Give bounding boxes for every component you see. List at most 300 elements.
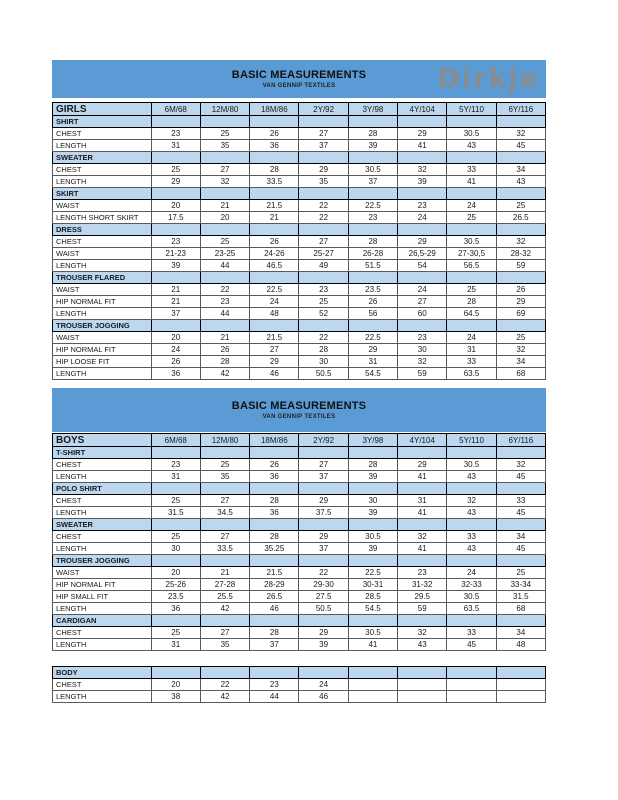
table-row	[53, 507, 546, 519]
value-cell: 43	[447, 507, 496, 519]
row-label-cell: CHEST	[53, 164, 152, 176]
value-cell: 22	[200, 284, 249, 296]
value-cell: 27-28	[200, 579, 249, 591]
section-header-row	[53, 667, 546, 679]
value-cell	[496, 691, 545, 703]
value-cell: 31-32	[398, 579, 447, 591]
value-cell: 30	[348, 495, 397, 507]
size-header-cell: 2Y/92	[299, 434, 348, 447]
size-header-cell: 5Y/110	[447, 434, 496, 447]
value-cell: 30.5	[348, 164, 397, 176]
value-cell: 42	[200, 368, 249, 380]
section-empty-cell	[200, 116, 249, 128]
value-cell: 41	[398, 507, 447, 519]
value-cell: 60	[398, 308, 447, 320]
section-empty-cell	[447, 667, 496, 679]
size-header-cell: 3Y/98	[348, 434, 397, 447]
value-cell: 26	[250, 459, 299, 471]
row-label-cell: LENGTH	[53, 471, 152, 483]
section-header-row	[53, 519, 546, 531]
table-row	[53, 248, 546, 260]
value-cell: 45	[496, 140, 545, 152]
value-cell: 23-25	[200, 248, 249, 260]
table-title-cell: BOYS	[53, 434, 152, 447]
value-cell: 29-30	[299, 579, 348, 591]
section-empty-cell	[200, 555, 249, 567]
value-cell: 21	[151, 296, 200, 308]
section-empty-cell	[200, 519, 249, 531]
section-empty-cell	[348, 320, 397, 332]
section-empty-cell	[398, 272, 447, 284]
section-empty-cell	[348, 116, 397, 128]
section-empty-cell	[496, 224, 545, 236]
section-header-row	[53, 447, 546, 459]
value-cell: 24	[299, 679, 348, 691]
table-row	[53, 356, 546, 368]
section-empty-cell	[348, 272, 397, 284]
value-cell: 32	[200, 176, 249, 188]
value-cell: 21	[200, 567, 249, 579]
value-cell: 22	[299, 332, 348, 344]
value-cell: 21.5	[250, 567, 299, 579]
row-label-cell: HIP SMALL FIT	[53, 591, 152, 603]
band-title: BASIC MEASUREMENTS	[231, 400, 367, 413]
section-header-cell: CARDIGAN	[53, 615, 152, 627]
value-cell: 27.5	[299, 591, 348, 603]
value-cell: 36	[151, 368, 200, 380]
value-cell: 28-32	[496, 248, 545, 260]
value-cell: 28	[250, 164, 299, 176]
value-cell: 46	[250, 368, 299, 380]
section-empty-cell	[348, 483, 397, 495]
size-header-cell: 6M/68	[151, 103, 200, 116]
section-empty-cell	[496, 447, 545, 459]
measurement-sheet	[52, 60, 546, 703]
row-label-cell: WAIST	[53, 567, 152, 579]
section-header-row	[53, 116, 546, 128]
section-empty-cell	[299, 615, 348, 627]
value-cell: 25	[151, 164, 200, 176]
section-empty-cell	[398, 615, 447, 627]
value-cell: 50.5	[299, 368, 348, 380]
value-cell	[348, 691, 397, 703]
value-cell: 22	[299, 200, 348, 212]
section-empty-cell	[348, 667, 397, 679]
value-cell: 21-23	[151, 248, 200, 260]
value-cell: 21.5	[250, 200, 299, 212]
value-cell: 39	[348, 471, 397, 483]
section-empty-cell	[250, 615, 299, 627]
value-cell: 28	[250, 495, 299, 507]
value-cell: 56	[348, 308, 397, 320]
value-cell: 21	[200, 332, 249, 344]
section-empty-cell	[398, 152, 447, 164]
value-cell: 36	[250, 471, 299, 483]
value-cell: 43	[398, 639, 447, 651]
value-cell: 31.5	[151, 507, 200, 519]
table-row	[53, 308, 546, 320]
value-cell: 30-31	[348, 579, 397, 591]
section-empty-cell	[447, 519, 496, 531]
section-empty-cell	[398, 224, 447, 236]
section-empty-cell	[151, 555, 200, 567]
value-cell: 38	[151, 691, 200, 703]
value-cell: 46.5	[250, 260, 299, 272]
table-title-cell: GIRLS	[53, 103, 152, 116]
value-cell: 23.5	[151, 591, 200, 603]
value-cell: 41	[398, 471, 447, 483]
value-cell: 43	[447, 543, 496, 555]
size-header-cell: 4Y/104	[398, 434, 447, 447]
value-cell: 24	[151, 344, 200, 356]
section-empty-cell	[151, 188, 200, 200]
value-cell	[496, 679, 545, 691]
value-cell: 20	[151, 567, 200, 579]
size-header-cell: 12M/80	[200, 434, 249, 447]
value-cell: 46	[299, 691, 348, 703]
value-cell: 28-29	[250, 579, 299, 591]
value-cell: 39	[398, 176, 447, 188]
table-row	[53, 495, 546, 507]
value-cell: 27	[200, 627, 249, 639]
section-empty-cell	[348, 447, 397, 459]
section-empty-cell	[348, 188, 397, 200]
size-header-cell: 6Y/116	[496, 103, 545, 116]
row-label-cell: WAIST	[53, 248, 152, 260]
section-empty-cell	[398, 483, 447, 495]
section-empty-cell	[200, 188, 249, 200]
band-subtitle: VAN GENNIP TEXTILES	[262, 82, 336, 89]
value-cell: 30.5	[348, 627, 397, 639]
value-cell: 32	[496, 459, 545, 471]
table-row	[53, 591, 546, 603]
value-cell: 24	[447, 332, 496, 344]
value-cell: 48	[250, 308, 299, 320]
size-header-cell: 18M/86	[250, 434, 299, 447]
value-cell: 30.5	[447, 591, 496, 603]
section-empty-cell	[496, 555, 545, 567]
value-cell: 26	[250, 128, 299, 140]
section-empty-cell	[447, 555, 496, 567]
value-cell: 37	[299, 543, 348, 555]
value-cell: 43	[447, 140, 496, 152]
row-label-cell: LENGTH	[53, 691, 152, 703]
value-cell: 41	[398, 543, 447, 555]
section-empty-cell	[250, 320, 299, 332]
value-cell: 50.5	[299, 603, 348, 615]
section-empty-cell	[398, 667, 447, 679]
value-cell: 59	[496, 260, 545, 272]
value-cell: 25	[447, 284, 496, 296]
value-cell: 23	[151, 459, 200, 471]
value-cell: 25.5	[200, 591, 249, 603]
table-row	[53, 543, 546, 555]
value-cell: 43	[447, 471, 496, 483]
row-label-cell: LENGTH	[53, 543, 152, 555]
row-label-cell: CHEST	[53, 627, 152, 639]
girls-measurements-table	[52, 102, 546, 380]
size-header-cell: 5Y/110	[447, 103, 496, 116]
value-cell	[447, 691, 496, 703]
section-empty-cell	[398, 519, 447, 531]
value-cell: 31	[151, 639, 200, 651]
value-cell: 28	[200, 356, 249, 368]
size-header-cell: 4Y/104	[398, 103, 447, 116]
value-cell: 39	[348, 140, 397, 152]
section-empty-cell	[398, 555, 447, 567]
boys-table-block	[52, 388, 546, 651]
value-cell: 33	[447, 627, 496, 639]
value-cell: 25	[200, 236, 249, 248]
table-row	[53, 140, 546, 152]
table-row	[53, 459, 546, 471]
value-cell: 28	[348, 128, 397, 140]
value-cell: 42	[200, 691, 249, 703]
value-cell: 25	[200, 128, 249, 140]
value-cell: 21	[200, 200, 249, 212]
section-empty-cell	[447, 272, 496, 284]
value-cell: 25-26	[151, 579, 200, 591]
value-cell: 45	[496, 543, 545, 555]
section-empty-cell	[348, 519, 397, 531]
value-cell: 34	[496, 164, 545, 176]
row-label-cell: LENGTH	[53, 639, 152, 651]
value-cell: 33-34	[496, 579, 545, 591]
value-cell: 45	[496, 507, 545, 519]
section-header-cell: POLO SHIRT	[53, 483, 152, 495]
table-row	[53, 679, 546, 691]
value-cell: 39	[348, 543, 397, 555]
value-cell: 32	[398, 531, 447, 543]
section-empty-cell	[200, 483, 249, 495]
value-cell: 20	[200, 212, 249, 224]
section-empty-cell	[200, 667, 249, 679]
value-cell: 29	[299, 495, 348, 507]
value-cell: 28	[299, 344, 348, 356]
value-cell: 31	[151, 140, 200, 152]
value-cell: 41	[348, 639, 397, 651]
value-cell: 37	[299, 471, 348, 483]
section-header-cell: TROUSER FLARED	[53, 272, 152, 284]
value-cell: 29	[398, 459, 447, 471]
section-empty-cell	[496, 667, 545, 679]
value-cell: 34	[496, 531, 545, 543]
value-cell: 26	[250, 236, 299, 248]
value-cell: 44	[200, 260, 249, 272]
value-cell: 22.5	[348, 567, 397, 579]
value-cell: 26,5-29	[398, 248, 447, 260]
value-cell: 64.5	[447, 308, 496, 320]
value-cell: 63.5	[447, 368, 496, 380]
section-empty-cell	[398, 188, 447, 200]
section-header-cell: SWEATER	[53, 152, 152, 164]
section-header-cell: SWEATER	[53, 519, 152, 531]
girls-header-band	[52, 60, 546, 98]
value-cell: 22.5	[348, 332, 397, 344]
row-label-cell: HIP NORMAL FIT	[53, 579, 152, 591]
value-cell: 39	[151, 260, 200, 272]
section-empty-cell	[447, 188, 496, 200]
section-empty-cell	[151, 447, 200, 459]
section-empty-cell	[348, 224, 397, 236]
value-cell: 24	[447, 200, 496, 212]
value-cell: 27	[299, 236, 348, 248]
value-cell: 32	[496, 128, 545, 140]
value-cell: 17.5	[151, 212, 200, 224]
table-row	[53, 212, 546, 224]
value-cell: 27-30,5	[447, 248, 496, 260]
boys-measurements-table	[52, 433, 546, 651]
section-empty-cell	[496, 519, 545, 531]
table-row	[53, 368, 546, 380]
section-empty-cell	[348, 615, 397, 627]
value-cell: 36	[151, 603, 200, 615]
section-header-cell: SKIRT	[53, 188, 152, 200]
section-empty-cell	[447, 152, 496, 164]
value-cell: 41	[398, 140, 447, 152]
section-header-cell: DRESS	[53, 224, 152, 236]
value-cell: 25	[200, 459, 249, 471]
section-empty-cell	[348, 152, 397, 164]
value-cell: 21	[151, 284, 200, 296]
table-row	[53, 579, 546, 591]
value-cell: 24-26	[250, 248, 299, 260]
value-cell: 29	[250, 356, 299, 368]
body-measurements-table	[52, 666, 546, 703]
value-cell: 25	[496, 567, 545, 579]
section-empty-cell	[151, 116, 200, 128]
value-cell: 30.5	[447, 128, 496, 140]
section-header-row	[53, 188, 546, 200]
value-cell: 32	[398, 627, 447, 639]
girls-table-block	[52, 60, 546, 380]
section-empty-cell	[151, 320, 200, 332]
value-cell: 31	[447, 344, 496, 356]
value-cell: 26-28	[348, 248, 397, 260]
value-cell: 45	[496, 471, 545, 483]
row-label-cell: WAIST	[53, 200, 152, 212]
table-row	[53, 639, 546, 651]
section-header-row	[53, 555, 546, 567]
value-cell: 33.5	[200, 543, 249, 555]
row-label-cell: CHEST	[53, 236, 152, 248]
size-header-row	[53, 103, 546, 116]
value-cell: 29	[398, 236, 447, 248]
section-empty-cell	[496, 116, 545, 128]
size-header-cell: 6M/68	[151, 434, 200, 447]
body-table-block	[52, 666, 546, 703]
section-empty-cell	[299, 116, 348, 128]
table-row	[53, 200, 546, 212]
value-cell: 26	[348, 296, 397, 308]
row-label-cell: WAIST	[53, 284, 152, 296]
section-header-cell: T-SHIRT	[53, 447, 152, 459]
value-cell: 39	[348, 507, 397, 519]
size-header-cell: 18M/86	[250, 103, 299, 116]
value-cell: 35.25	[250, 543, 299, 555]
row-label-cell: LENGTH	[53, 368, 152, 380]
size-header-cell: 3Y/98	[348, 103, 397, 116]
value-cell: 49	[299, 260, 348, 272]
value-cell: 48	[496, 639, 545, 651]
section-header-cell: BODY	[53, 667, 152, 679]
section-empty-cell	[250, 447, 299, 459]
value-cell: 32	[398, 356, 447, 368]
table-row	[53, 176, 546, 188]
section-empty-cell	[447, 447, 496, 459]
value-cell: 32	[496, 236, 545, 248]
dirkje-logo: Dirkje	[437, 63, 540, 95]
section-empty-cell	[299, 224, 348, 236]
value-cell: 23	[299, 284, 348, 296]
value-cell: 30	[299, 356, 348, 368]
row-label-cell: LENGTH	[53, 176, 152, 188]
value-cell: 23	[151, 236, 200, 248]
table-row	[53, 296, 546, 308]
size-header-row	[53, 434, 546, 447]
row-label-cell: LENGTH SHORT SKIRT	[53, 212, 152, 224]
value-cell: 31.5	[496, 591, 545, 603]
section-header-row	[53, 320, 546, 332]
value-cell: 32	[496, 344, 545, 356]
value-cell: 20	[151, 200, 200, 212]
value-cell: 20	[151, 679, 200, 691]
section-empty-cell	[447, 483, 496, 495]
table-row	[53, 471, 546, 483]
value-cell: 59	[398, 368, 447, 380]
value-cell: 29	[151, 176, 200, 188]
row-label-cell: LENGTH	[53, 140, 152, 152]
value-cell: 28	[250, 531, 299, 543]
value-cell: 27	[200, 531, 249, 543]
table-row	[53, 284, 546, 296]
section-empty-cell	[496, 320, 545, 332]
row-label-cell: HIP LOOSE FIT	[53, 356, 152, 368]
value-cell: 26.5	[250, 591, 299, 603]
value-cell: 37	[250, 639, 299, 651]
value-cell: 26	[496, 284, 545, 296]
row-label-cell: CHEST	[53, 495, 152, 507]
section-empty-cell	[299, 320, 348, 332]
value-cell: 22	[299, 567, 348, 579]
value-cell: 28	[348, 236, 397, 248]
band-subtitle: VAN GENNIP TEXTILES	[262, 413, 336, 420]
value-cell: 52	[299, 308, 348, 320]
section-empty-cell	[151, 272, 200, 284]
section-empty-cell	[200, 615, 249, 627]
value-cell: 23	[398, 567, 447, 579]
section-empty-cell	[299, 483, 348, 495]
size-header-cell: 2Y/92	[299, 103, 348, 116]
value-cell: 28	[447, 296, 496, 308]
value-cell: 43	[496, 176, 545, 188]
table-row	[53, 531, 546, 543]
value-cell: 29	[496, 296, 545, 308]
value-cell: 30.5	[447, 236, 496, 248]
section-empty-cell	[398, 320, 447, 332]
value-cell: 30.5	[447, 459, 496, 471]
value-cell: 37.5	[299, 507, 348, 519]
section-empty-cell	[398, 116, 447, 128]
section-empty-cell	[250, 224, 299, 236]
value-cell: 69	[496, 308, 545, 320]
section-empty-cell	[299, 188, 348, 200]
value-cell: 32	[447, 495, 496, 507]
value-cell: 29	[348, 344, 397, 356]
row-label-cell: CHEST	[53, 679, 152, 691]
value-cell: 30.5	[348, 531, 397, 543]
section-empty-cell	[447, 320, 496, 332]
